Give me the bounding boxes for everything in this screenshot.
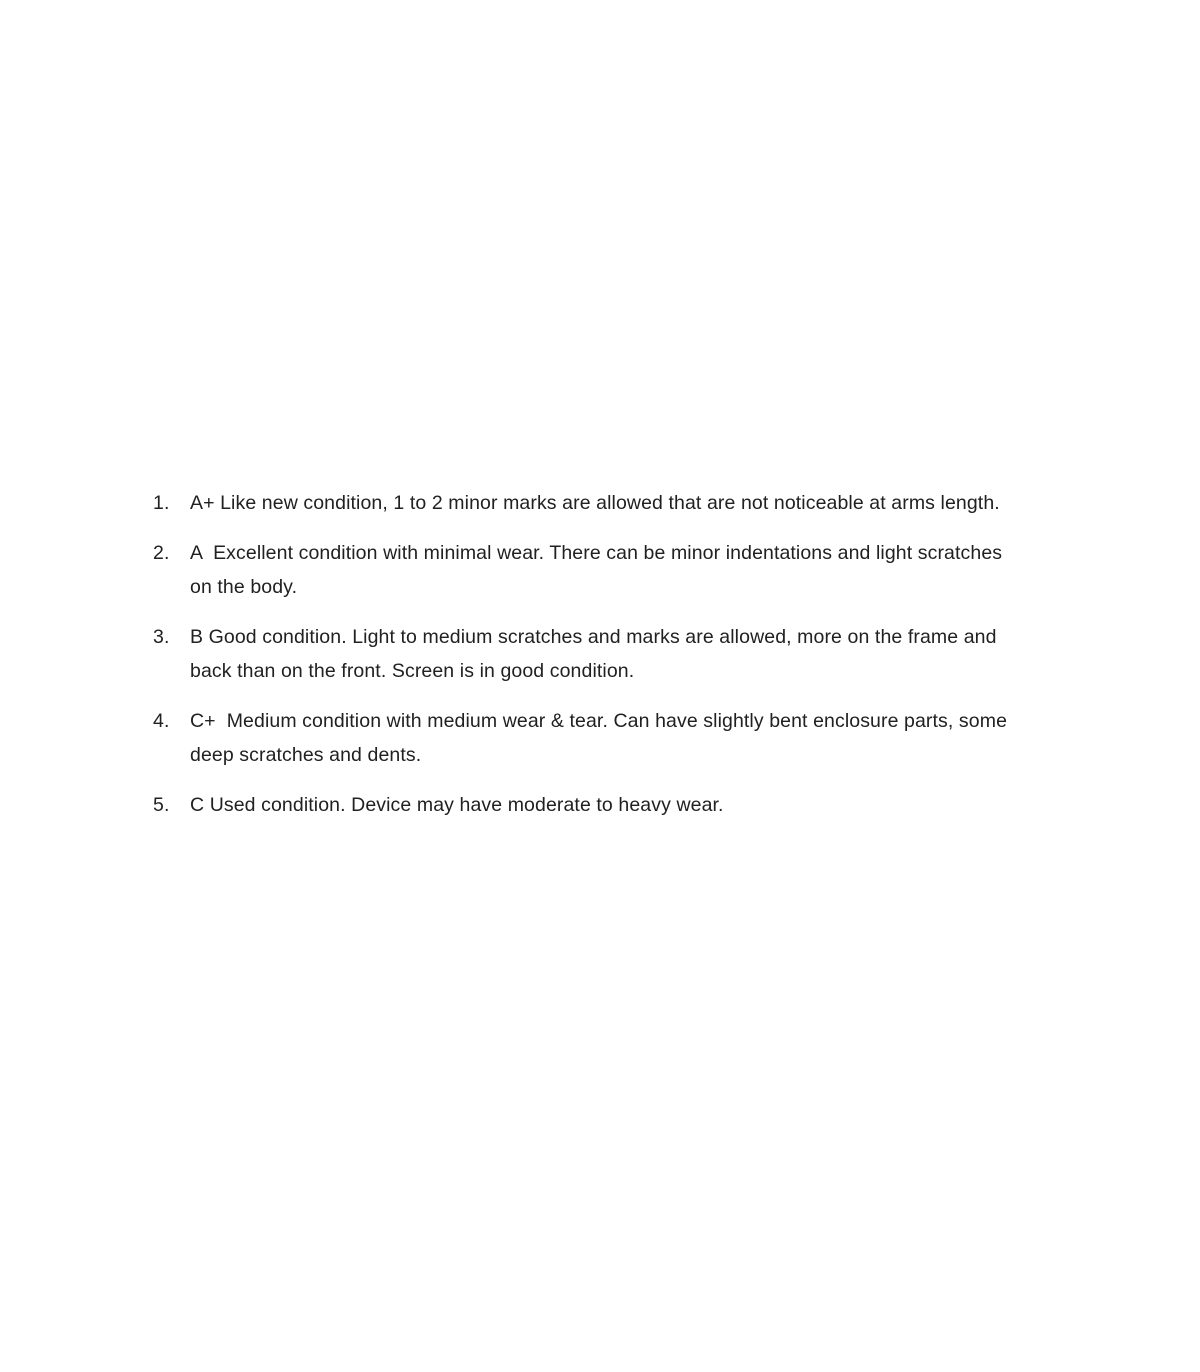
list-item xyxy=(153,536,1013,604)
list-item-number: 3. xyxy=(153,626,170,648)
list-item-text: A+ Like new condition, 1 to 2 minor marks are allowed that are not noticeable at arms length. xyxy=(190,492,1000,514)
list-item-number: 2. xyxy=(153,542,170,564)
list-item-text: C+ Medium condition with medium wear & tear. Can have slightly bent enclosure parts, some deep scratches and dents. xyxy=(190,710,1013,766)
list-item xyxy=(153,704,1013,772)
list-item-text: A Excellent condition with minimal wear. There can be minor indentations and light scratches on the body. xyxy=(190,542,1008,598)
condition-grades-list xyxy=(153,486,1013,822)
list-item xyxy=(153,788,1013,822)
list-item-text: B Good condition. Light to medium scratches and marks are allowed, more on the frame and back than on the front. Screen is in good condition. xyxy=(190,626,1003,682)
list-item-number: 1. xyxy=(153,492,170,514)
list-item xyxy=(153,620,1013,688)
list-item-text: C Used condition. Device may have moderate to heavy wear. xyxy=(190,794,724,816)
list-item-number: 4. xyxy=(153,710,170,732)
list-item xyxy=(153,486,1013,520)
list-item-number: 5. xyxy=(153,794,170,816)
